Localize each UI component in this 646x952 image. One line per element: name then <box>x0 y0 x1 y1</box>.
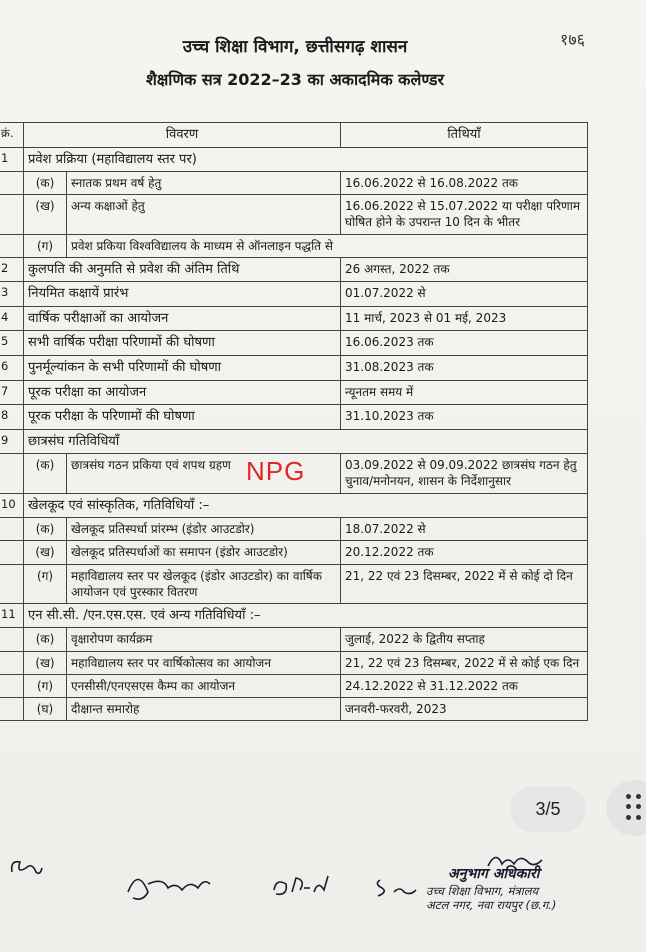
table-row <box>0 172 588 195</box>
page-marker: १७६ <box>560 30 585 49</box>
row-number: 2 <box>0 257 24 282</box>
sub-item-label: (क) <box>24 172 67 195</box>
table-row <box>0 282 588 307</box>
row-date: 16.06.2022 से 15.07.2022 या परीक्षा परिणाम घोषित होने के उपरान्त 10 दिन के भीतर <box>341 195 588 234</box>
table-row <box>0 628 588 651</box>
sub-item-label: (ग) <box>24 674 67 697</box>
initials-signature <box>6 852 46 886</box>
row-date: 31.10.2023 तक <box>341 405 588 430</box>
row-description: महाविद्यालय स्तर पर खेलकूद (इंडोर आउटडोर) का वार्षिक आयोजन एवं पुरस्कार वितरण <box>67 564 341 603</box>
row-number: 11 <box>0 603 24 628</box>
row-date: 20.12.2022 तक <box>341 541 588 564</box>
row-description: पूरक परीक्षा के परिणामों की घोषणा <box>24 405 341 430</box>
col-date-header: तिथियाँ <box>341 123 588 148</box>
signature-2 <box>266 870 346 914</box>
table-row <box>0 651 588 674</box>
row-description: पुनर्मूल्यांकन के सभी परिणामों की घोषणा <box>24 356 341 381</box>
row-date: 31.08.2023 तक <box>341 356 588 381</box>
row-description: कुलपति की अनुमति से प्रवेश की अंतिम तिथि <box>24 257 341 282</box>
table-header-row <box>0 123 588 148</box>
row-date: 18.07.2022 से <box>341 518 588 541</box>
sub-item-label: (क) <box>24 454 67 493</box>
table-row <box>0 698 588 721</box>
row-number <box>0 454 24 493</box>
table-row <box>0 405 588 430</box>
row-description: सभी वार्षिक परीक्षा परिणामों की घोषणा <box>24 331 341 356</box>
row-number <box>0 518 24 541</box>
row-number: 3 <box>0 282 24 307</box>
row-description: खेलकूद प्रतिस्पर्धा प्रांरम्भ (इंडोर आउटडोर) <box>67 518 341 541</box>
table-row <box>0 493 588 518</box>
page-indicator[interactable]: 3/5 <box>510 786 586 832</box>
table-row <box>0 306 588 331</box>
sub-item-label: (ख) <box>24 651 67 674</box>
sub-item-label: (ख) <box>24 541 67 564</box>
table-row <box>0 674 588 697</box>
row-description: स्नातक प्रथम वर्ष हेतु <box>67 172 341 195</box>
sub-item-label: (ग) <box>24 564 67 603</box>
row-description: वृक्षारोपण कार्यक्रम <box>67 628 341 651</box>
row-date: 26 अगस्त, 2022 तक <box>341 257 588 282</box>
table-row <box>0 518 588 541</box>
row-description: महाविद्यालय स्तर पर वार्षिकोत्सव का आयोजन <box>67 651 341 674</box>
signature-3 <box>370 868 430 908</box>
office-stamp <box>426 866 626 912</box>
row-date: 21, 22 एवं 23 दिसम्बर, 2022 में से कोई एक दिन <box>341 651 588 674</box>
row-date: 16.06.2022 से 16.08.2022 तक <box>341 172 588 195</box>
dots-grid-icon <box>626 794 642 822</box>
row-description: एनसीसी/एनएसएस कैम्प का आयोजन <box>67 674 341 697</box>
row-description: छात्रसंघ गठन प्रकिया एवं शपथ ग्रहण <box>67 454 341 493</box>
table-row <box>0 429 588 454</box>
sub-item-label: (ख) <box>24 195 67 234</box>
row-number: 7 <box>0 380 24 405</box>
table-row <box>0 380 588 405</box>
row-description: प्रवेश प्रक्रिया (महाविद्यालय स्तर पर) <box>24 147 588 172</box>
row-number <box>0 674 24 697</box>
office-address: अटल नगर, नवा रायपुर (छ.ग.) <box>426 897 557 912</box>
row-number: 9 <box>0 429 24 454</box>
row-description: खेलकूद प्रतिस्पर्धाओं का समापन (इंडोर आउटडोर) <box>67 541 341 564</box>
page-title: उच्च शिक्षा विभाग, छत्तीसगढ़ शासन <box>182 37 408 57</box>
sub-item-label: (क) <box>24 518 67 541</box>
row-date: न्यूनतम समय में <box>341 380 588 405</box>
row-date: 16.06.2023 तक <box>341 331 588 356</box>
table-row <box>0 541 588 564</box>
row-description: अन्य कक्षाओं हेतु <box>67 195 341 234</box>
row-number: 5 <box>0 331 24 356</box>
table-row <box>0 234 588 257</box>
sub-item-label: (क) <box>24 628 67 651</box>
table-row <box>0 257 588 282</box>
row-description: छात्रसंघ गतिविधियाँ <box>24 429 588 454</box>
table-row <box>0 147 588 172</box>
row-date: जुलाई, 2022 के द्वितीय सप्ताह <box>341 628 588 651</box>
menu-button[interactable] <box>606 780 646 836</box>
row-number: 10 <box>0 493 24 518</box>
row-number <box>0 698 24 721</box>
row-number <box>0 172 24 195</box>
sub-item-label: (घ) <box>24 698 67 721</box>
table-row <box>0 356 588 381</box>
row-number <box>0 541 24 564</box>
row-number: 8 <box>0 405 24 430</box>
row-number <box>0 564 24 603</box>
row-number <box>0 628 24 651</box>
row-description: एन सी.सी. /एन.एस.एस. एवं अन्य गतिविधियाँ :– <box>24 603 588 628</box>
table-row <box>0 564 588 603</box>
sub-item-label: (ग) <box>24 234 67 257</box>
calendar-table <box>0 122 588 721</box>
row-number <box>0 651 24 674</box>
row-description: खेलकूद एवं सांस्कृतिक, गतिविधियाँ :– <box>24 493 588 518</box>
office-department: उच्च शिक्षा विभाग, मंत्रालय <box>426 883 539 898</box>
row-description: दीक्षान्त समारोह <box>67 698 341 721</box>
row-number: 1 <box>0 147 24 172</box>
row-number <box>0 234 24 257</box>
row-date: 11 मार्च, 2023 से 01 मई, 2023 <box>341 306 588 331</box>
row-description: वार्षिक परीक्षाओं का आयोजन <box>24 306 341 331</box>
row-number <box>0 195 24 234</box>
row-date: 21, 22 एवं 23 दिसम्बर, 2022 में से कोई दो दिन <box>341 564 588 603</box>
row-description: नियमित कक्षायें प्रारंभ <box>24 282 341 307</box>
col-desc-header: विवरण <box>24 123 341 148</box>
table-row <box>0 603 588 628</box>
page-subtitle: शैक्षणिक सत्र 2022–23 का अकादमिक कलेण्डर <box>145 70 445 89</box>
npg-watermark: NPG <box>246 456 306 486</box>
row-description: पूरक परीक्षा का आयोजन <box>24 380 341 405</box>
row-date: 01.07.2022 से <box>341 282 588 307</box>
row-number: 6 <box>0 356 24 381</box>
row-date: जनवरी-फरवरी, 2023 <box>341 698 588 721</box>
table-row <box>0 195 588 234</box>
row-date: 24.12.2022 से 31.12.2022 तक <box>341 674 588 697</box>
office-title: अनुभाग अधिकारी <box>448 866 540 882</box>
signature-1 <box>118 862 218 916</box>
row-number: 4 <box>0 306 24 331</box>
row-description: प्रवेश प्रकिया विश्वविद्यालय के माध्यम से ऑनलाइन पद्धति से <box>67 234 588 257</box>
table-row <box>0 331 588 356</box>
row-date: 03.09.2022 से 09.09.2022 छात्रसंघ गठन हेतु चुनाव/मनोनयन, शासन के निर्देशानुसार <box>341 454 588 493</box>
col-sn-header: क्रं. <box>0 123 24 148</box>
